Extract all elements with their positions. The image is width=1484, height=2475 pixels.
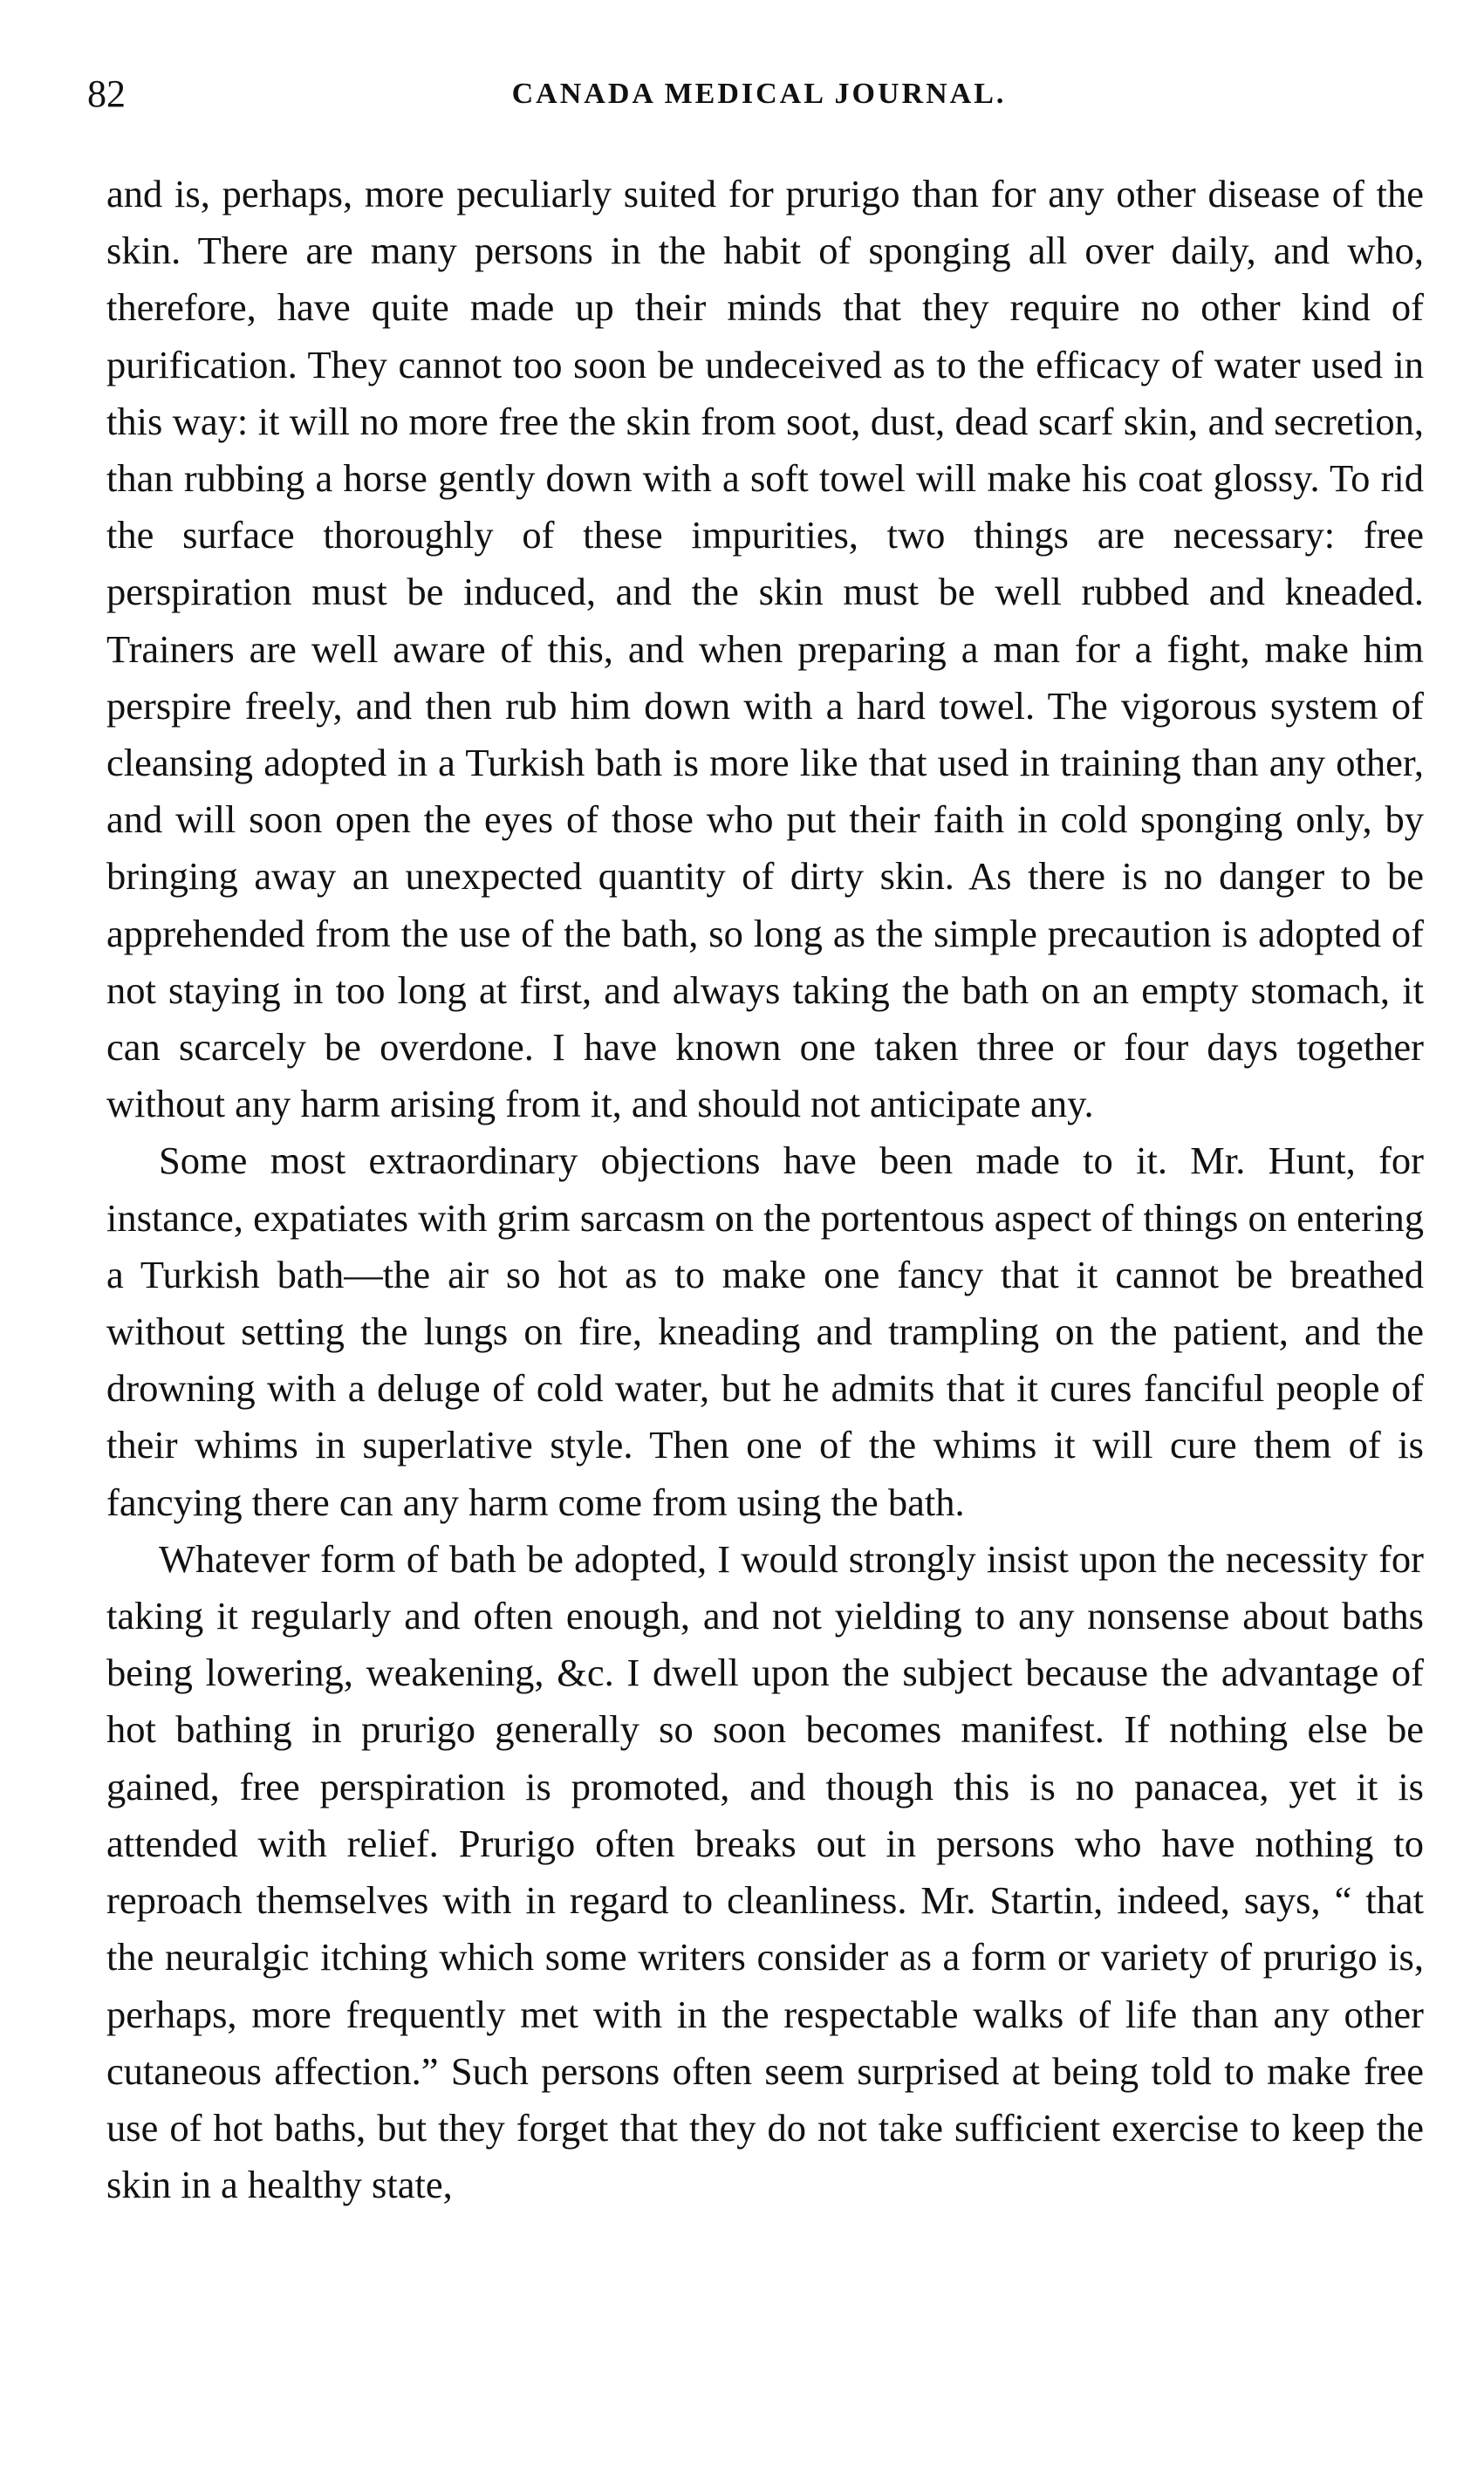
paragraph-2: Some most extraordinary objections have been made to it. Mr. Hunt, for instance, expatiates with grim sarcasm on the portentous aspect of things on entering a Turkish bath—the air so hot as to make one fancy that it cannot be breathed without setting the lungs on fire, kneading and trampling on the patient, and the drowning with a deluge of cold water, but he admits that it cures fanciful people of their whims in superlative style. Then one of the whims it will cure them of is fancying there can any harm come from using the bath. — [106, 1138, 1424, 1524]
journal-title: CANADA MEDICAL JOURNAL. — [511, 78, 1007, 110]
body-text — [106, 166, 1424, 2213]
running-head — [87, 68, 1431, 120]
paragraph-1: and is, perhaps, more peculiarly suited for prurigo than for any other disease of the skin. There are many persons in the habit of sponging all over daily, and who, therefore, have quite made up their minds that they require no other kind of purification. They cannot too soon be undeceived as to the efficacy of water used in this way: it will no more free the skin from soot, dust, dead scarf skin, and secretion, than rubbing a horse gently down with a soft towel will make his coat glossy. To rid the surface thoroughly of these impurities, two things are necessary: free perspiration must be induced, and the skin must be well rubbed and kneaded. Trainers are well aware of this, and when preparing a man for a fight, make him perspire freely, and then rub him down with a hard towel. The vigorous system of cleansing adopted in a Turkish bath is more like that used in training than any other, and will soon open the eyes of those who put their faith in cold sponging only, by bringing away an unexpected quantity of dirty skin. As there is no danger to be apprehended from the use of the bath, so long as the simple precaution is adopted of not staying in too long at first, and always taking the bath on an empty stomach, it can scarcely be overdone. I have known one taken three or four days together without any harm arising from it, and should not anticipate any. — [106, 172, 1424, 1126]
paragraph-3: Whatever form of bath be adopted, I would strongly insist upon the necessity for taking it regularly and often enough, and not yielding to any nonsense about baths being lowering, weakening, &c. I dwell upon the subject because the advantage of hot bathing in prurigo generally so soon becomes manifest. If nothing else be gained, free perspiration is promoted, and though this is no panacea, yet it is attended with relief. Prurigo often breaks out in persons who have nothing to reproach themselves with in regard to cleanliness. Mr. Startin, indeed, says, “ that the neuralgic itching which some writers consider as a form or variety of prurigo is, perhaps, more frequently met with in the respectable walks of life than any other cutaneous affection.” Such persons often seem surprised at being told to make free use of hot baths, but they forget that they do not take sufficient exercise to keep the skin in a healthy state, — [106, 1536, 1424, 2207]
page-number: 82 — [87, 72, 126, 115]
